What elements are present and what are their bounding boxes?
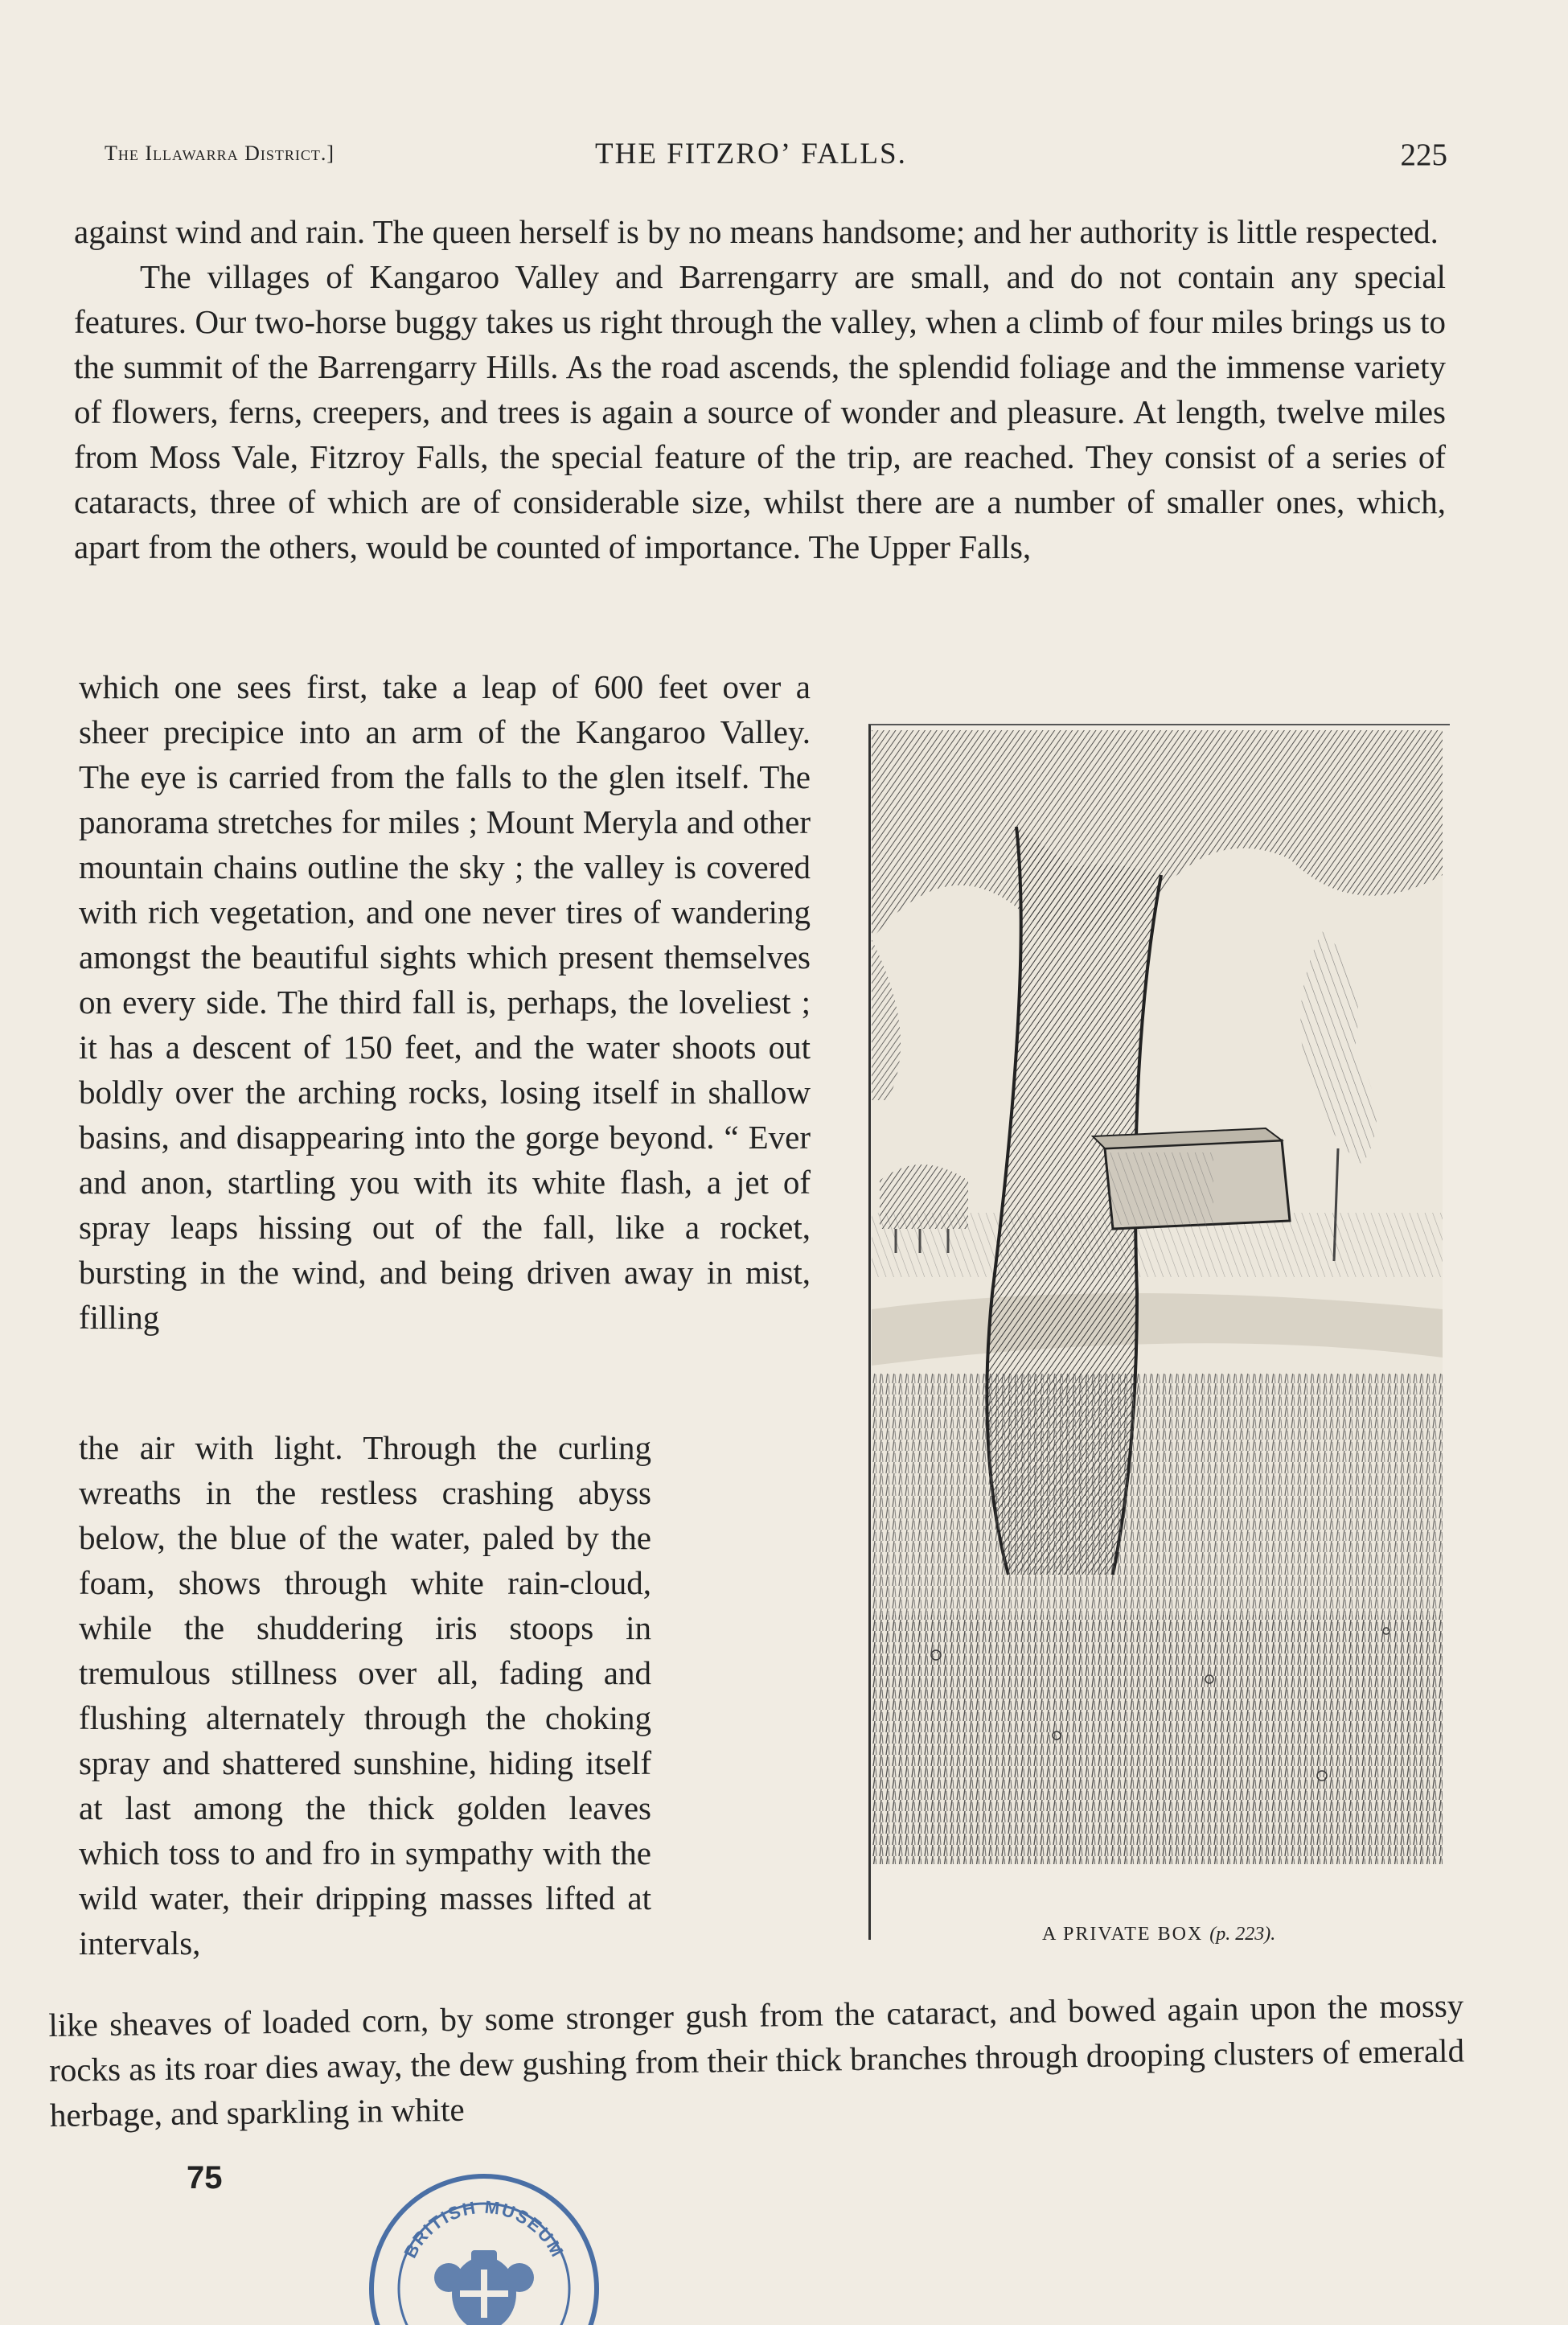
paragraph-2: The villages of Kangaroo Valley and Barrengarry are small, and do not contain any special features. Our two-horse buggy takes us right through the valley, when a climb of four miles brings us to the summit of the Barrengarry Hills. As the road ascends, the splendid foliage and the immense variety of flowers, ferns, creepers, and trees is again a source of wonder and pleasure. At length, twelve miles from Moss Vale, Fitzroy Falls, the special feature of the trip, are reached. They consist of a series of cataracts, three of which are of considerable size, whilst there are a number of smaller ones, which, apart from the others, would be counted of importance. The Upper Falls,: [74, 258, 1446, 565]
paragraph-2-cont-narrow: the air with light. Through the curling wreaths in the restless crashing abyss below, the blue of the water, paled by the foam, shows through white rain-cloud, while the shuddering iris stoops in tremulous stillness over all, fading and flushing alternately through the choking spray and shattered sunshine, hiding itself at last among the thick golden leaves which toss to and fro in sympathy with the wild water, their dripping masses lifted at intervals,: [79, 1429, 651, 1961]
stamp-text: BRITISH MUSEUM: [400, 2196, 569, 2261]
paragraph-1: against wind and rain. The queen herself is by no means handsome; and her authority is little respected.: [74, 213, 1439, 250]
page-number: 225: [1400, 138, 1447, 172]
paragraph-2-end: like sheaves of loaded corn, by some stronger gush from the cataract, and bowed again upon the mossy rocks as its roar dies away, the dew gushing from their thick branches through drooping clusters of emerald herbage, and sparkling in white: [48, 1986, 1465, 2134]
illustration-caption: [1042, 1924, 1275, 1945]
wrapped-text-column-1: [79, 664, 811, 1340]
private-box-engraving: [872, 730, 1443, 1864]
full-width-text-top: [74, 209, 1446, 569]
wrapped-text-column-2: [79, 1425, 651, 1966]
header-section-title: The Illawarra District.]: [105, 142, 335, 165]
paragraph-2-cont: which one sees first, take a leap of 600 feet over a sheer precipice into an arm of the Kangaroo Valley. The eye is carried from the falls to the glen itself. The panorama stretches for miles ; Mount Meryla and other mountain chains outline the sky ; the valley is covered with rich vegetation, and one never tires of wandering amongst the beautiful sights which present themselves on every side. The third fall is, perhaps, the loveliest ; it has a descent of 150 feet, and the water shoots out boldly over the arching rocks, losing itself in shallow basins, and disappearing into the gorge beyond. “ Ever and anon, startling you with its white flash, a jet of spray leaps hissing out of the fall, like a rocket, bursting in the wind, and being driven away in mist, filling: [79, 668, 811, 1336]
running-header: [105, 137, 1447, 179]
caption-page-reference: (p. 223).: [1209, 1924, 1276, 1945]
signature-mark: 75: [187, 2160, 223, 2196]
full-width-text-bottom: [48, 1982, 1465, 2138]
british-museum-stamp-icon: [368, 2173, 600, 2325]
illustration-plate: [836, 701, 1447, 1956]
caption-title: A PRIVATE BOX: [1042, 1924, 1204, 1945]
header-chapter-title: THE FITZROʼ FALLS.: [595, 138, 907, 170]
library-stamp: [368, 2173, 600, 2325]
private-box: [1093, 1128, 1290, 1229]
